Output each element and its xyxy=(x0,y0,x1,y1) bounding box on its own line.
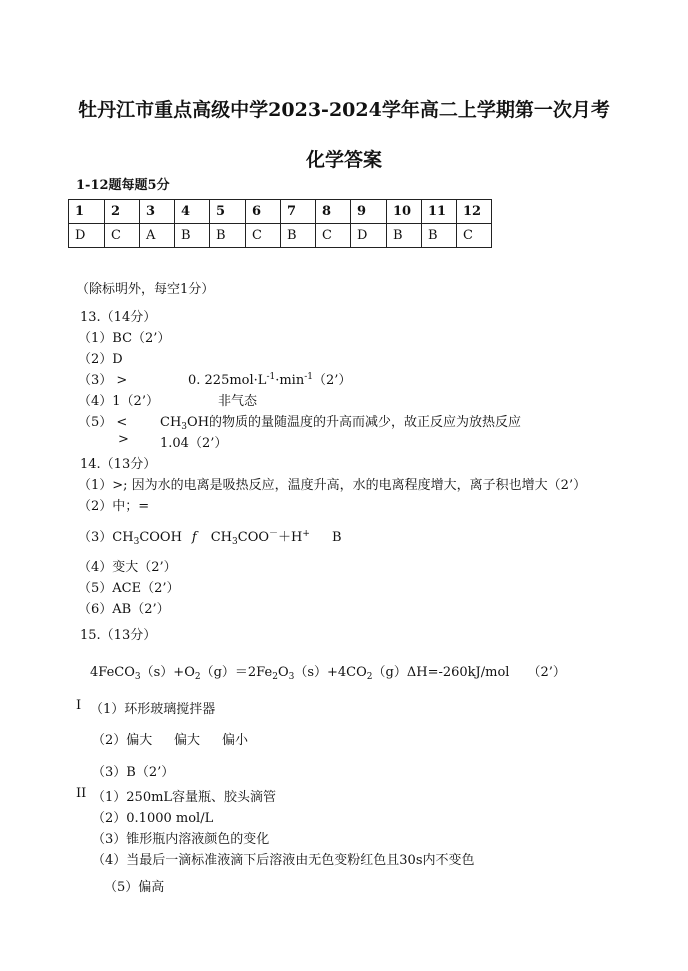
table-cell: 3 xyxy=(140,200,175,224)
q14-line-2: （2）中；= xyxy=(78,499,150,514)
table-cell: 8 xyxy=(316,200,351,224)
page-title: 牡丹江市重点高级中学2023-2024学年高二上学期第一次月考 xyxy=(78,99,610,121)
table-cell: B xyxy=(387,224,422,248)
q15-part-i-line-2b: 偏大 xyxy=(174,733,201,748)
q14-line-3: $(3)CH_3COOH$ f $CH_3COO^-+H^+$ B xyxy=(78,529,342,547)
choice-section-label: 1-12题每题5分 xyxy=(76,178,170,193)
q13-line-6-answer: 1.04（2’） xyxy=(160,436,228,451)
q15-part-ii-label: II xyxy=(76,786,87,801)
table-cell: 7 xyxy=(281,200,316,224)
q15-part-ii-line-5: （5）偏高 xyxy=(104,880,165,895)
table-cell: 4 xyxy=(175,200,210,224)
table-cell: C xyxy=(246,224,281,248)
table-cell: C xyxy=(457,224,492,248)
answer-table xyxy=(68,199,492,248)
q15-heading: 15.（13分） xyxy=(80,628,157,643)
q15-part-i-line-3: （3）B（2’） xyxy=(92,765,175,780)
table-cell: 6 xyxy=(246,200,281,224)
q15-part-ii-line-4: （4）当最后一滴标准液滴下后溶液由无色变粉红色且30s内不变色 xyxy=(92,853,475,868)
table-cell: 5 xyxy=(210,200,246,224)
q15-equation: $4FeCO_3(s)+O_2(g)=2Fe_2O_3(s)+4CO_2(g)\Delta H=-260kJ$/mol （2’） xyxy=(90,665,566,682)
table-cell: 10 xyxy=(387,200,422,224)
q15-part-i-label: I xyxy=(76,698,82,713)
q15-part-i-line-1: （1）环形玻璃搅拌器 xyxy=(90,702,216,717)
table-cell: D xyxy=(351,224,387,248)
table-cell: 2 xyxy=(105,200,140,224)
table-cell: B xyxy=(281,224,316,248)
q13-line-4-answer: 非气态 xyxy=(218,394,258,409)
q15-part-ii-line-2: （2）0.1000 mol/L xyxy=(92,811,214,826)
q13-line-5-answer: $CH_3OH$的物质的量随温度的升高而减少，故正反应为放热反应 xyxy=(160,415,522,432)
scoring-note: （除标明外，每空1分） xyxy=(76,282,215,297)
q15-part-i-line-2c: 偏小 xyxy=(222,733,249,748)
table-cell: C xyxy=(105,224,140,248)
table-row-numbers xyxy=(69,200,492,224)
q13-line-3-answer: 0. $225mol\cdot L^{-1}\cdot\min^{-1}(2’)$ xyxy=(188,372,352,388)
table-cell: B xyxy=(210,224,246,248)
table-cell: 9 xyxy=(351,200,387,224)
q14-heading: 14.（13分） xyxy=(80,457,157,472)
equilibrium-arrow-symbol: f xyxy=(191,530,197,545)
q13-line-6-label: > xyxy=(118,432,129,447)
table-cell: 11 xyxy=(422,200,457,224)
table-cell: B xyxy=(422,224,457,248)
table-cell: 1 xyxy=(69,200,105,224)
table-row-answers xyxy=(69,224,492,248)
q13-line-5-label: （5） < xyxy=(78,415,128,430)
q13-line-2: （2）D xyxy=(78,352,123,367)
table-cell: C xyxy=(316,224,351,248)
q15-part-ii-line-1: （1）250mL容量瓶、胶头滴管 xyxy=(92,790,277,805)
q14-line-6: （6）AB（2’） xyxy=(78,602,170,617)
table-cell: 12 xyxy=(457,200,492,224)
table-cell: A xyxy=(140,224,175,248)
table-cell: D xyxy=(69,224,105,248)
q15-part-i-line-2: （2）偏大 xyxy=(92,733,153,748)
q13-line-4: （4）1（2’） xyxy=(78,394,159,409)
page-subtitle: 化学答案 xyxy=(305,149,382,171)
q14-line-4: （4）变大（2’） xyxy=(78,560,177,575)
q13-heading: 13.（14分） xyxy=(80,310,157,325)
q14-line-5: （5）ACE（2’） xyxy=(78,581,180,596)
q13-line-1: （1）BC（2’） xyxy=(78,331,171,346)
q15-part-ii-line-3: （3）锥形瓶内溶液颜色的变化 xyxy=(92,832,270,847)
q13-line-3-label: （3） > xyxy=(78,373,128,388)
q14-line-1: （1）>; 因为水的电离是吸热反应，温度升高，水的电离程度增大，离子积也增大（2’） xyxy=(78,478,587,493)
table-cell: B xyxy=(175,224,210,248)
